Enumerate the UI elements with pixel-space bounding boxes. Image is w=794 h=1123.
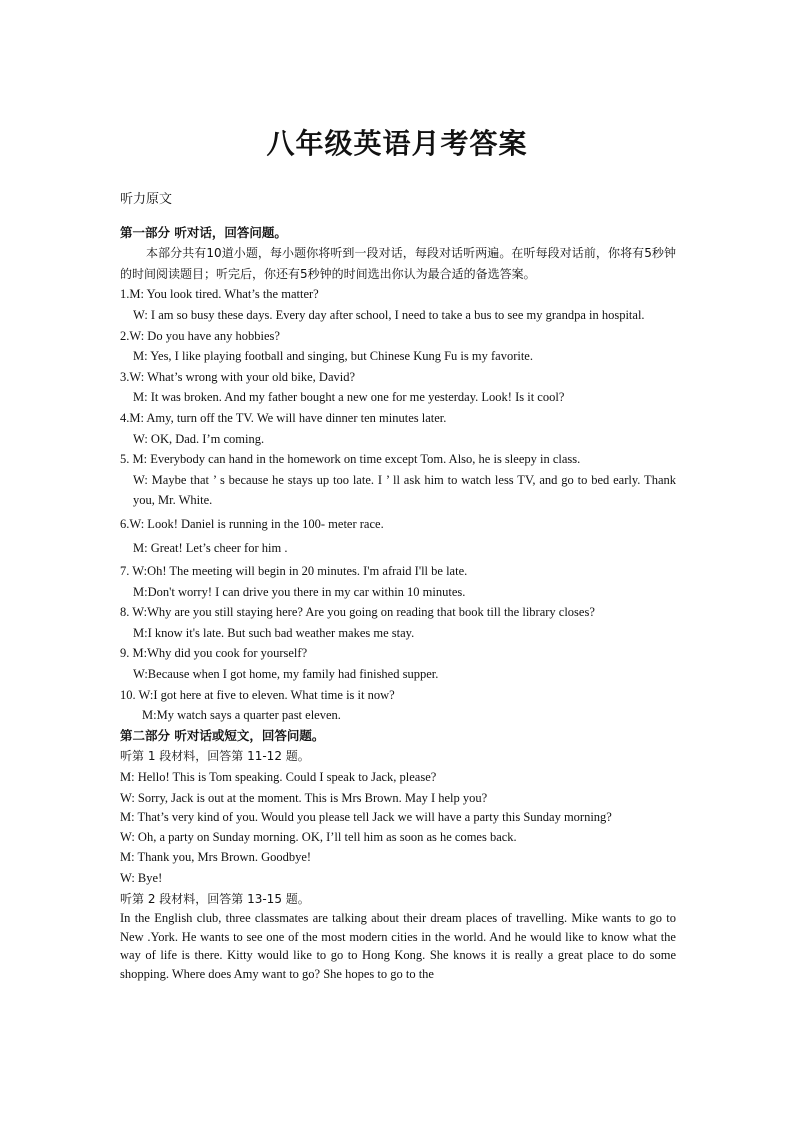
dialogue-line: W: Maybe that ’ s because he stays up too late. I ’ ll ask him to watch less TV, and go to bed early. Thank you, Mr. White. xyxy=(133,472,676,508)
part1-heading: 第一部分 听对话，回答问题。 xyxy=(120,224,287,240)
dialogue-line: 1.M: You look tired. What’s the matter? xyxy=(120,287,319,302)
dialogue-line: M: It was broken. And my father bought a new one for me yesterday. Look! Is it cool? xyxy=(133,390,565,405)
dialogue-line: 5. M: Everybody can hand in the homework on time except Tom. Also, he is sleepy in class. xyxy=(120,452,581,467)
dialogue-line: 10. W:I got here at five to eleven. What time is it now? xyxy=(120,687,395,702)
dialogue-line: M: Great! Let’s cheer for him . xyxy=(133,540,288,555)
passage-text: In the English club, three classmates are talking about their dream places of travelling. Mike wants to go to New .York. He wants to see one of the most modern cities in the world. And he would like to know what the way of life is there. Kitty would like to go to Hong Kong. She knows it is really a great place to do some shopping. Where does Amy want to go? She hopes to go to the xyxy=(120,911,676,981)
section-label: 听力原文 xyxy=(120,192,173,207)
dialogue-line: 9. M:Why did you cook for yourself? xyxy=(120,646,308,661)
dialogue-line: M: Yes, I like playing football and singing, but Chinese Kung Fu is my favorite. xyxy=(133,349,533,364)
part2-heading: 第二部分 听对话或短文，回答问题。 xyxy=(120,727,325,743)
dialogue-line: 3.W: What’s wrong with your old bike, David? xyxy=(120,369,356,384)
document-body xyxy=(120,190,676,984)
dialogue-line: 7. W:Oh! The meeting will begin in 20 minutes. I'm afraid I'll be late. xyxy=(120,564,468,579)
page-title: 八年级英语月考答案 xyxy=(266,127,528,160)
dialogue-line: W:Because when I got home, my family had finished supper. xyxy=(133,667,439,682)
dialogue-line: 4.M: Amy, turn off the TV. We will have dinner ten minutes later. xyxy=(120,410,447,425)
dialogue-line: W: I am so busy these days. Every day after school, I need to take a bus to see my grandpa in hospital. xyxy=(133,307,645,322)
dialogue-line: M:My watch says a quarter past eleven. xyxy=(142,708,341,723)
dialogue-line: W: Sorry, Jack is out at the moment. This is Mrs Brown. May I help you? xyxy=(120,790,488,805)
dialogue-line: M:I know it's late. But such bad weather makes me stay. xyxy=(133,625,415,640)
part1-instructions: 本部分共有10道小题，每小题你将听到一段对话，每段对话听两遍。在听每段对话前，你将有5秒钟的时间阅读题目；听完后，你还有5秒钟的时间选出你认为最合适的备选答案。 xyxy=(120,246,676,281)
dialogue-line: 8. W:Why are you still staying here? Are you going on reading that book till the library closes? xyxy=(120,605,595,620)
dialogue-line: W: Oh, a party on Sunday morning. OK, I’ll tell him as soon as he comes back. xyxy=(120,829,517,844)
material1-heading: 听第 1 段材料，回答第 11-12 题。 xyxy=(120,749,310,764)
dialogue-line: M: That’s very kind of you. Would you please tell Jack we will have a party this Sunday morning? xyxy=(120,810,612,825)
dialogue-line: M: Hello! This is Tom speaking. Could I speak to Jack, please? xyxy=(120,770,437,785)
dialogue-line: M: Thank you, Mrs Brown. Goodbye! xyxy=(120,850,312,865)
dialogue-line: W: OK, Dad. I’m coming. xyxy=(133,431,265,446)
dialogue-line: 6.W: Look! Daniel is running in the 100- meter race. xyxy=(120,516,384,531)
dialogue-line: M:Don't worry! I can drive you there in my car within 10 minutes. xyxy=(133,584,466,599)
dialogue-line: 2.W: Do you have any hobbies? xyxy=(120,328,280,343)
material2-heading: 听第 2 段材料，回答第 13-15 题。 xyxy=(120,891,310,906)
dialogue-line: W: Bye! xyxy=(120,871,163,885)
